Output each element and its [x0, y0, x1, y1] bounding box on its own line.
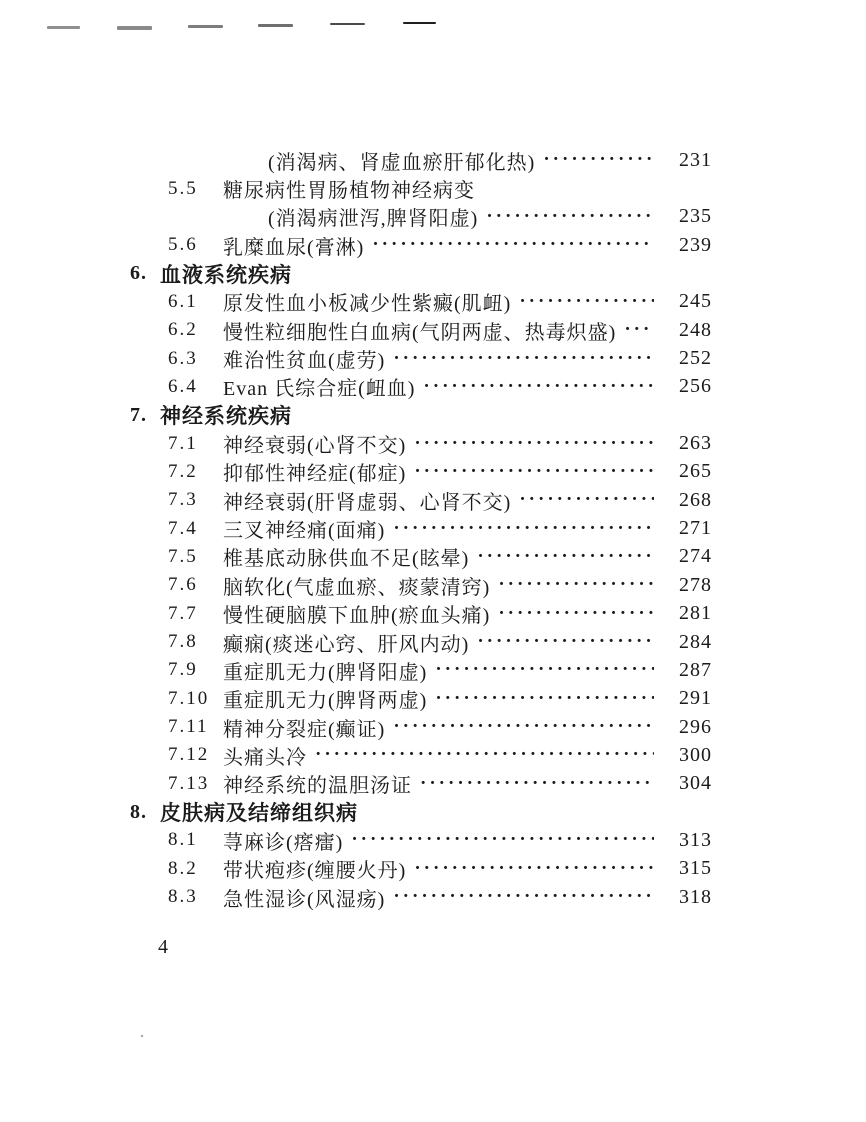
entry-page-number: 287: [679, 658, 712, 681]
toc-list: [130, 146, 712, 911]
dot-leader: [351, 829, 654, 851]
entry-title: 神经系统的温胆汤证: [223, 775, 412, 798]
toc-entry: [130, 628, 712, 656]
entry-page-number: 235: [679, 205, 712, 228]
toc-entry: [130, 600, 712, 628]
entry-page-number: 271: [679, 517, 712, 540]
dot-leader: [414, 433, 654, 455]
scan-artifact-dot: [141, 1035, 143, 1037]
entry-title: 头痛头冷: [223, 746, 307, 769]
dot-leader: [519, 291, 654, 313]
dot-leader: [435, 688, 654, 710]
entry-title: 精神分裂症(癫证): [223, 718, 386, 741]
entry-page-number: 231: [679, 148, 712, 171]
entry-number: 7.3: [168, 489, 198, 511]
toc-entry: [130, 571, 712, 599]
entry-title: 癫痫(痰迷心窍、肝风内动): [223, 633, 470, 656]
entry-page-number: 281: [679, 602, 712, 625]
toc-entry: [130, 316, 712, 344]
entry-title: 慢性硬脑膜下血肿(瘀血头痛): [223, 605, 491, 628]
entry-title: 椎基底动脉供血不足(眩晕): [223, 548, 470, 571]
dot-leader: [414, 858, 654, 880]
entry-page-number: 291: [679, 687, 712, 710]
dot-leader: [435, 659, 654, 681]
toc-entry: [130, 514, 712, 542]
toc-entry: [130, 373, 712, 401]
toc-entry: [130, 713, 712, 741]
entry-title: 神经衰弱(心肾不交): [223, 435, 407, 458]
dot-leader: [477, 631, 654, 653]
toc-entry: [130, 203, 712, 231]
dot-leader: [543, 149, 654, 171]
entry-title: 脑软化(气虚血瘀、痰蒙清窍): [223, 576, 491, 599]
entry-page-number: 284: [679, 630, 712, 653]
toc-entry: [130, 259, 712, 287]
entry-number: 6.4: [168, 375, 198, 397]
entry-title: 急性湿诊(风湿疡): [223, 888, 386, 911]
entry-number: 7.13: [168, 772, 210, 794]
entry-title: 抑郁性神经症(郁症): [223, 463, 407, 486]
entry-page-number: 278: [679, 573, 712, 596]
entry-number: 8.3: [168, 886, 198, 908]
entry-number: 7.6: [168, 574, 198, 596]
entry-page-number: 239: [679, 233, 712, 256]
entry-title: 神经系统疾病: [160, 404, 292, 429]
entry-page-number: 300: [679, 743, 712, 766]
entry-number: 7.12: [168, 744, 210, 766]
entry-number: 7.9: [168, 659, 198, 681]
dot-leader: [477, 546, 654, 568]
entry-title: 皮肤病及结缔组织病: [160, 801, 358, 826]
dot-leader: [519, 489, 654, 511]
entry-number: 7.7: [168, 602, 198, 624]
entry-number: 7.2: [168, 460, 198, 482]
entry-number: 7.5: [168, 545, 198, 567]
scan-artifact-dash: [403, 22, 436, 24]
entry-title: 慢性粒细胞性白血病(气阴两虚、热毒炽盛): [223, 321, 617, 344]
entry-page-number: 263: [679, 432, 712, 455]
toc-entry: [130, 685, 712, 713]
scan-artifact-dash: [47, 26, 80, 29]
entry-page-number: 318: [679, 885, 712, 908]
entry-title: 重症肌无力(脾肾阳虚): [223, 661, 428, 684]
entry-title: (消渴病泄泻,脾肾阳虚): [268, 208, 479, 231]
entry-title: 难治性贫血(虚劳): [223, 350, 386, 373]
folio-page-number: 4: [158, 936, 168, 958]
dot-leader: [393, 716, 654, 738]
entry-number: 7.8: [168, 631, 198, 653]
scan-artifact-dash: [188, 25, 223, 28]
entry-number: 7.11: [168, 716, 209, 738]
toc-entry: [130, 486, 712, 514]
dot-leader: [315, 744, 654, 766]
toc-entry: [130, 231, 712, 259]
dot-leader: [498, 603, 654, 625]
toc-entry: [130, 344, 712, 372]
toc-entry: [130, 656, 712, 684]
toc-entry: [130, 855, 712, 883]
entry-title: (消渴病、肾虚血瘀肝郁化热): [268, 151, 536, 174]
dot-leader: [393, 348, 654, 370]
dot-leader: [414, 461, 654, 483]
toc-entry: [130, 826, 712, 854]
entry-title: 糖尿病性胃肠植物神经病变: [223, 180, 475, 203]
entry-number: 6.1: [168, 290, 198, 312]
entry-page-number: 268: [679, 488, 712, 511]
toc-entry: [130, 798, 712, 826]
entry-page-number: 304: [679, 772, 712, 795]
toc-entry: [130, 401, 712, 429]
entry-title: 血液系统疾病: [160, 262, 292, 287]
entry-number: 8.1: [168, 829, 198, 851]
entry-page-number: 245: [679, 290, 712, 313]
entry-page-number: 265: [679, 460, 712, 483]
entry-number: 6.3: [168, 347, 198, 369]
entry-number: 7.: [130, 403, 147, 426]
entry-title: 神经衰弱(肝肾虚弱、心肾不交): [223, 491, 512, 514]
toc-entry: [130, 174, 712, 202]
entry-number: 6.: [130, 262, 147, 285]
dot-leader: [372, 234, 654, 256]
entry-page-number: 274: [679, 545, 712, 568]
entry-page-number: 256: [679, 375, 712, 398]
entry-number: 5.6: [168, 234, 198, 256]
toc-entry: [130, 429, 712, 457]
scan-artifact-dash: [258, 24, 293, 27]
entry-page-number: 252: [679, 347, 712, 370]
dot-leader: [393, 886, 654, 908]
scan-artifact-dash: [117, 26, 152, 30]
entry-number: 7.10: [168, 687, 210, 709]
entry-number: 8.: [130, 800, 147, 823]
entry-number: 8.2: [168, 857, 198, 879]
entry-page-number: 296: [679, 715, 712, 738]
toc-entry: [130, 543, 712, 571]
dot-leader: [423, 376, 654, 398]
dot-leader: [420, 773, 654, 795]
scan-artifact-dash: [330, 23, 365, 25]
toc-entry: [130, 288, 712, 316]
entry-number: 6.2: [168, 319, 198, 341]
entry-page-number: 315: [679, 857, 712, 880]
entry-number: 7.1: [168, 432, 198, 454]
entry-title: 三叉神经痛(面痛): [223, 520, 386, 543]
entry-title: 荨麻诊(瘩癗): [223, 831, 344, 854]
toc-entry: [130, 770, 712, 798]
entry-title: Evan 氏综合症(衄血): [223, 378, 416, 401]
entry-number: 7.4: [168, 517, 198, 539]
dot-leader: [486, 206, 654, 228]
entry-number: 5.5: [168, 177, 198, 199]
entry-title: 乳糜血尿(膏淋): [223, 236, 365, 259]
toc-entry: [130, 883, 712, 911]
dot-leader: [498, 574, 654, 596]
entry-title: 带状疱疹(缠腰火丹): [223, 860, 407, 883]
toc-entry: [130, 146, 712, 174]
toc-entry: [130, 741, 712, 769]
entry-page-number: 313: [679, 828, 712, 851]
dot-leader: [393, 518, 654, 540]
entry-title: 原发性血小板减少性紫癜(肌衄): [223, 293, 512, 316]
entry-title: 重症肌无力(脾肾两虚): [223, 690, 428, 713]
toc-entry: [130, 458, 712, 486]
dot-leader: [624, 319, 654, 341]
entry-page-number: 248: [679, 318, 712, 341]
